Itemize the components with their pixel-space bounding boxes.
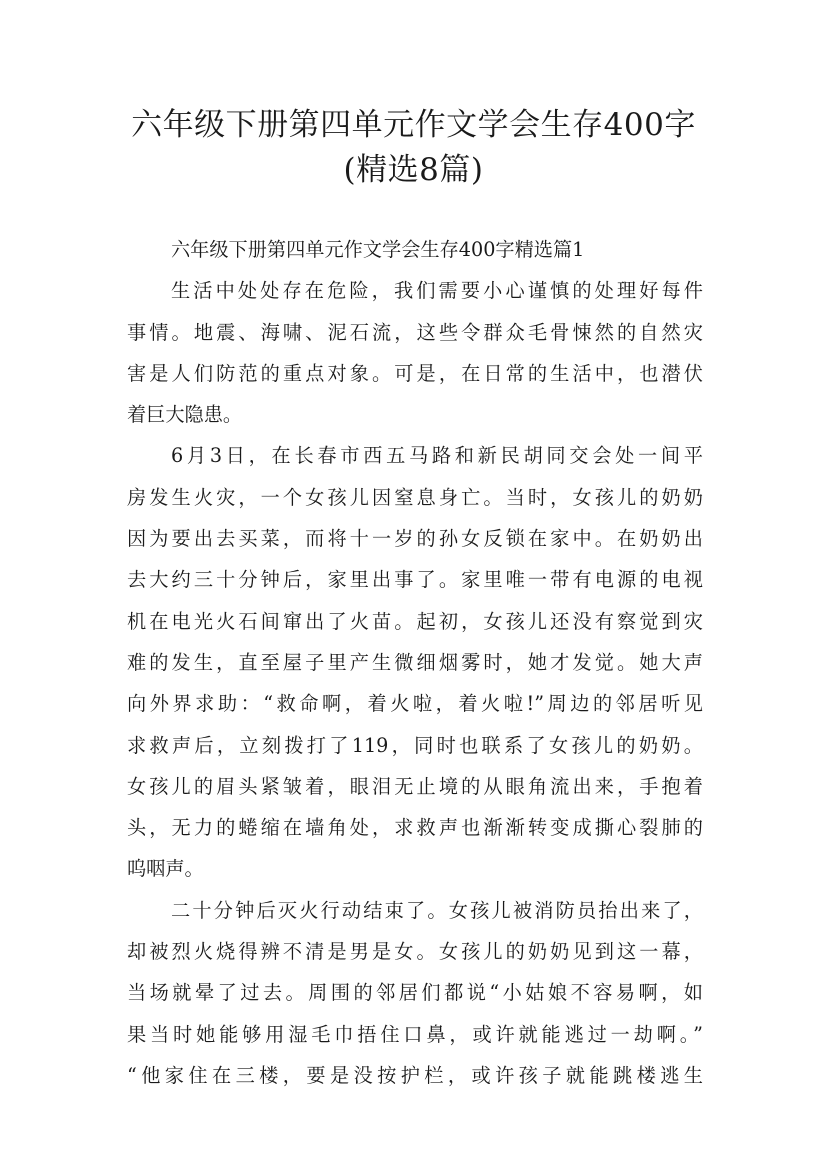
body-line: 当场就晕了过去。周围的邻居们都说“小姑娘不容易啊，如 [127, 981, 703, 1005]
body-line: 去大约三十分钟后，家里出事了。家里唯一带有电源的电视 [127, 568, 703, 592]
body-line: 事情。地震、海啸、泥石流，这些令群众毛骨悚然的自然灾 [127, 320, 703, 344]
document-title-line-1: 六年级下册第四单元作文学会生存400字 [131, 107, 696, 143]
body-line: 因为要出去买菜，而将十一岁的孙女反锁在家中。在奶奶出 [127, 527, 703, 551]
body-line: 女孩儿的眉头紧皱着，眼泪无止境的从眼角流出来，手抱着 [127, 774, 703, 798]
body-line: 着巨大隐患。 [127, 403, 243, 427]
body-line: 生活中处处存在危险，我们需要小心谨慎的处理好每件 [171, 279, 703, 303]
body-line: 机在电光火石间窜出了火苗。起初，女孩儿还没有察觉到灾 [127, 609, 703, 633]
body-line: 头，无力的蜷缩在墙角处，求救声也渐渐转变成撕心裂肺的 [127, 816, 703, 840]
body-line: 六年级下册第四单元作文学会生存400字精选篇1 [171, 238, 585, 261]
body-line: 却被烈火烧得辨不清是男是女。女孩儿的奶奶见到这一幕， [127, 940, 703, 964]
body-line: 难的发生，直至屋子里产生微细烟雾时，她才发觉。她大声 [127, 650, 703, 674]
body-line: “他家住在三楼，要是没按护栏，或许孩子就能跳楼逃生 [127, 1063, 703, 1087]
body-line: 房发生火灾，一个女孩儿因窒息身亡。当时，女孩儿的奶奶 [127, 485, 703, 509]
body-line: 6月3日，在长春市西五马路和新民胡同交会处一间平 [171, 444, 703, 468]
document-body [127, 229, 703, 1096]
body-line: 果当时她能够用湿毛巾捂住口鼻，或许就能逃过一劫啊。” [127, 1022, 703, 1046]
body-line: 向外界求助：“救命啊，着火啦，着火啦!”周边的邻居听见 [127, 692, 703, 716]
body-line: 二十分钟后灭火行动结束了。女孩儿被消防员抬出来了， [171, 898, 703, 922]
body-line: 害是人们防范的重点对象。可是，在日常的生活中，也潜伏 [127, 361, 703, 385]
body-line: 呜咽声。 [127, 857, 204, 881]
body-line: 求救声后，立刻拨打了119，同时也联系了女孩儿的奶奶。 [127, 733, 703, 757]
document-title-line-2: (精选8篇) [343, 152, 484, 188]
